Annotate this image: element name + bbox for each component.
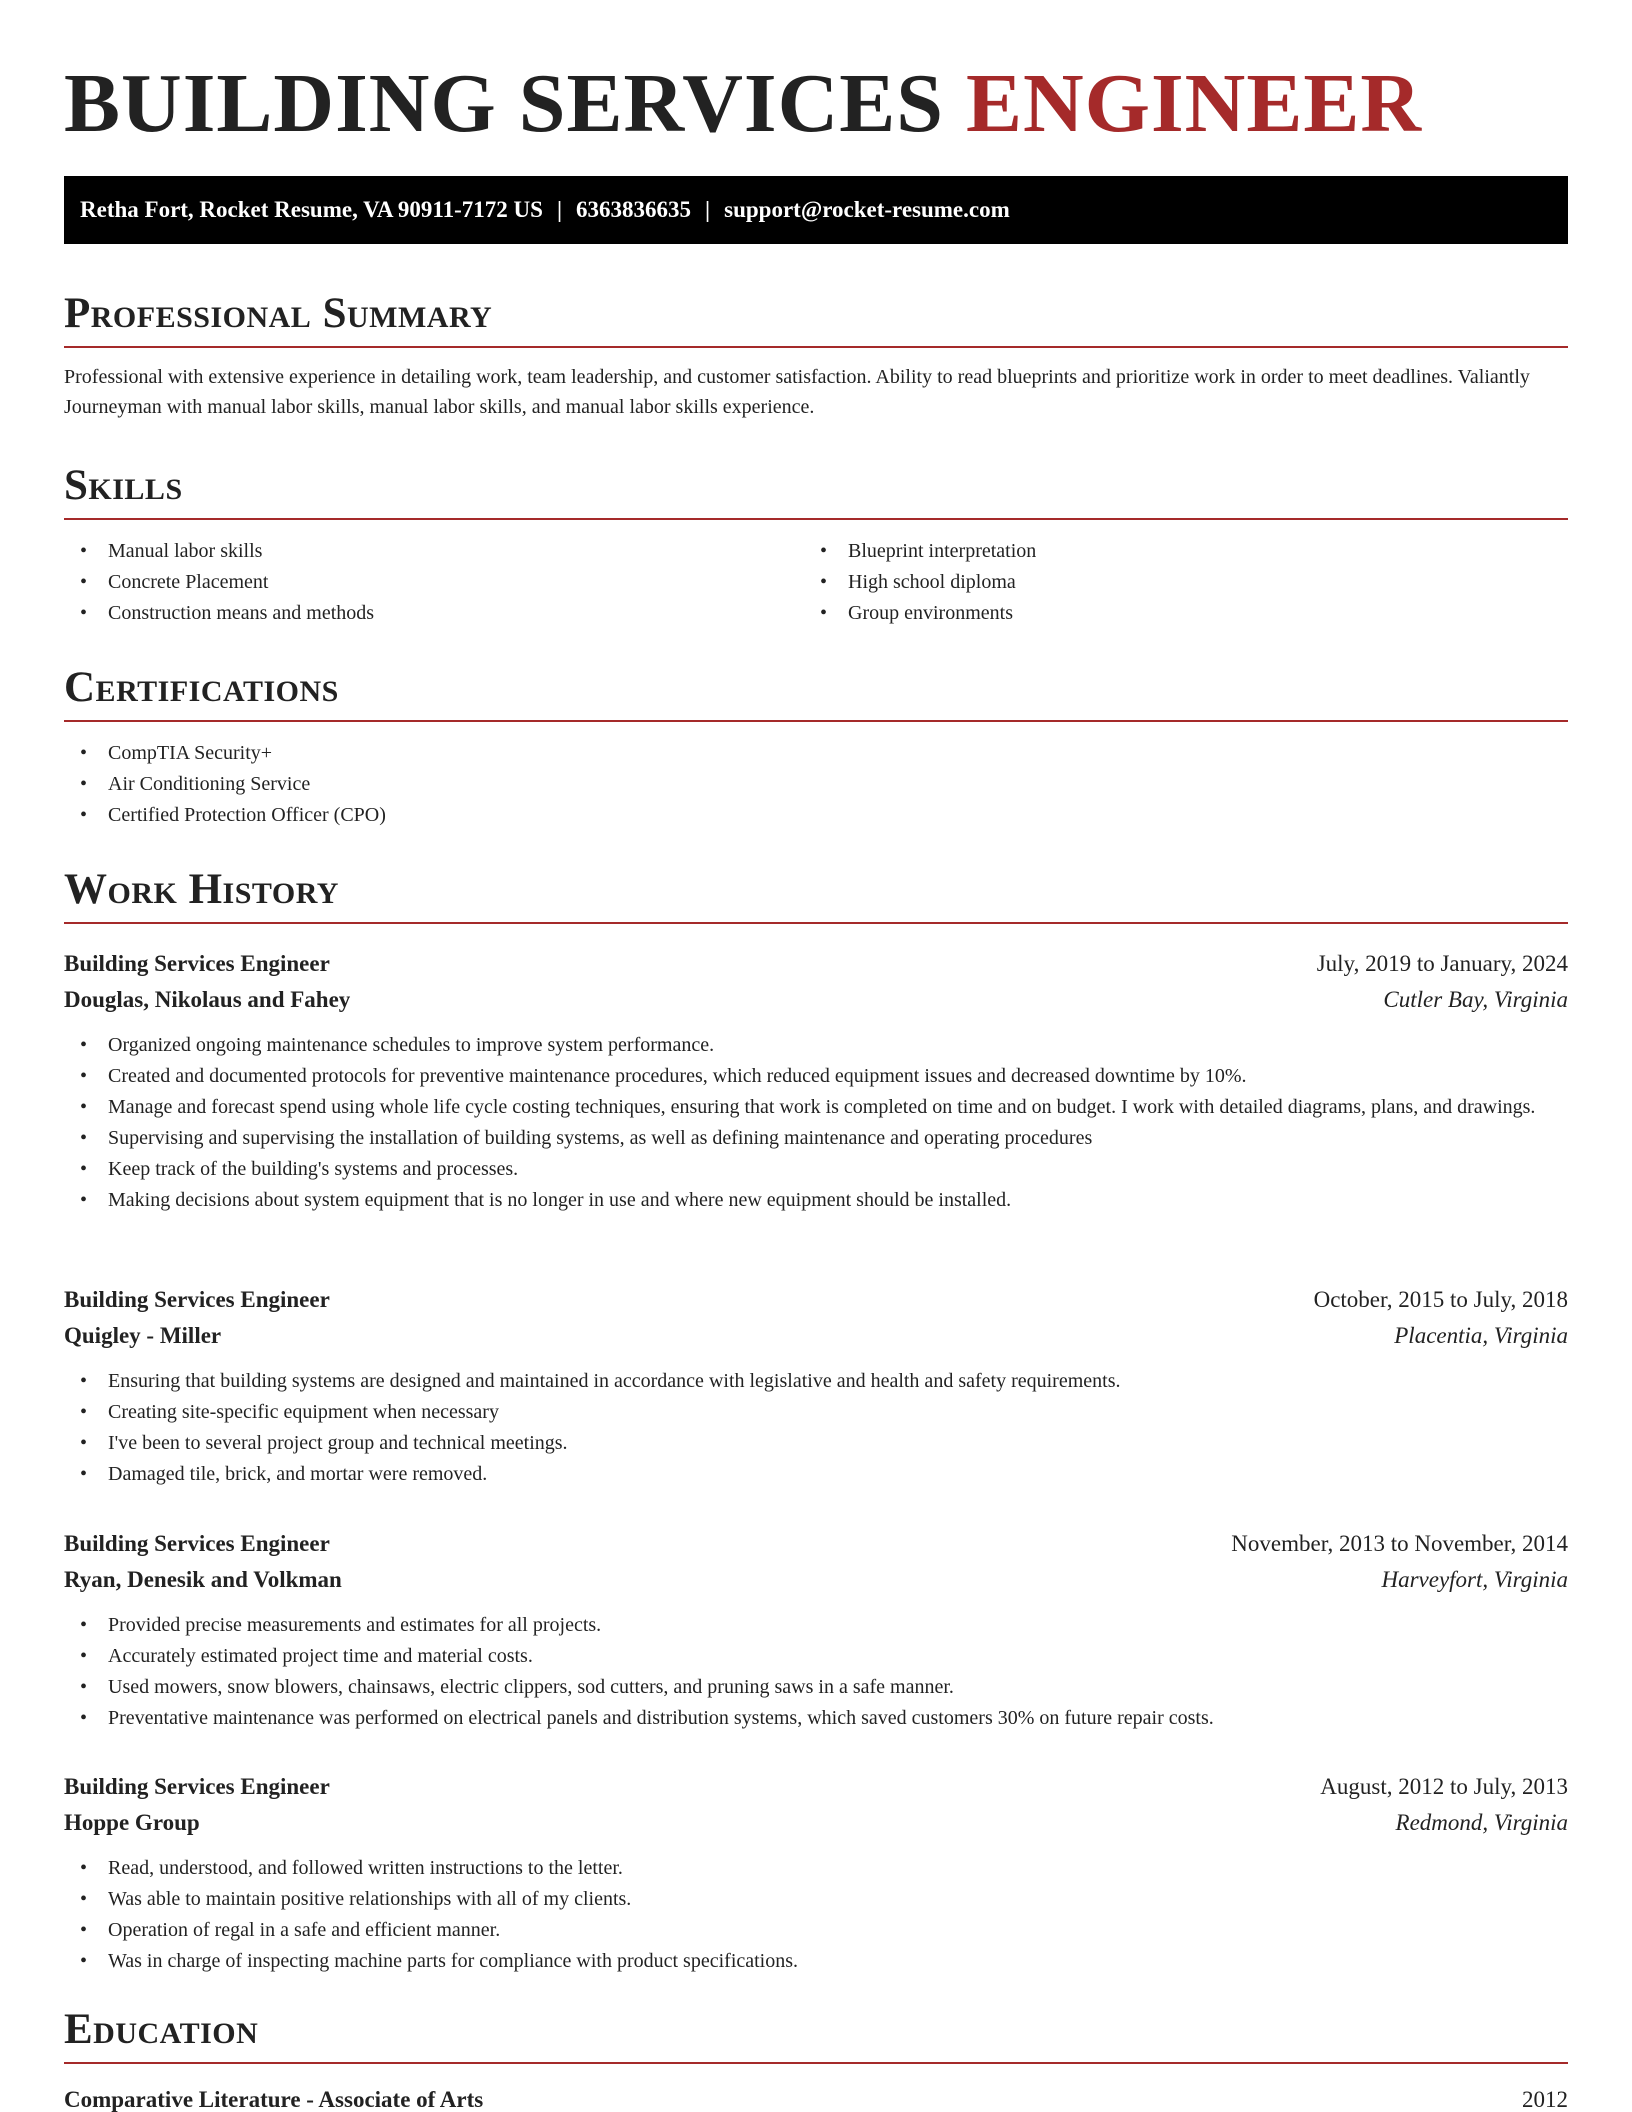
job-location: Redmond, Virginia [1395, 1810, 1568, 1835]
job-bullet: • Read, understood, and followed written instructions to the letter. [64, 1853, 1568, 1884]
job-company: Douglas, Nikolaus and Fahey [64, 987, 351, 1012]
skills-section [64, 456, 1568, 629]
skills-list-right [804, 536, 1544, 629]
job-bullet: • Ensuring that building systems are designed and maintained in accordance with legislative and health and safety requirements. [64, 1366, 1568, 1397]
job-bullet: • Supervising and supervising the installation of building systems, as well as defining maintenance and operating procedures [64, 1123, 1568, 1154]
job-header-row [64, 1526, 1568, 1562]
job-bullet: • Organized ongoing maintenance schedules to improve system performance. [64, 1030, 1568, 1061]
job-dates: November, 2013 to November, 2014 [1231, 1531, 1568, 1556]
contact-phone: 6363836635 [576, 197, 692, 222]
job-company-row [64, 1562, 1568, 1598]
job-company: Ryan, Denesik and Volkman [64, 1567, 342, 1592]
job-bullet: • Damaged tile, brick, and mortar were removed. [64, 1459, 1568, 1490]
section-divider [64, 922, 1568, 924]
job-dates: July, 2019 to January, 2024 [1316, 951, 1568, 976]
education-row [64, 2082, 1568, 2112]
section-divider [64, 2062, 1568, 2064]
skill-item: • Construction means and methods [64, 598, 804, 629]
job-location: Placentia, Virginia [1394, 1323, 1568, 1348]
job-bullets [64, 1610, 1568, 1734]
job-dates: August, 2012 to July, 2013 [1320, 1774, 1568, 1799]
job-bullet: • Used mowers, snow blowers, chainsaws, electric clippers, sod cutters, and pruning saws in a safe manner. [64, 1672, 1568, 1703]
job-bullet: • Creating site-specific equipment when necessary [64, 1397, 1568, 1428]
skills-list-left [64, 536, 804, 629]
job-header-row [64, 1769, 1568, 1805]
section-divider [64, 346, 1568, 348]
job-title: Building Services Engineer [64, 1774, 330, 1799]
skill-item: • High school diploma [804, 567, 1544, 598]
job-dates: October, 2015 to July, 2018 [1313, 1287, 1568, 1312]
work-history-heading: Work History [64, 866, 339, 913]
job-bullet: • Was in charge of inspecting machine parts for compliance with product specifications. [64, 1946, 1568, 1977]
contact-separator: | [556, 197, 563, 222]
job-bullets [64, 1366, 1568, 1490]
work-history-section [64, 860, 1568, 924]
title-main: BUILDING SERVICES [64, 57, 966, 150]
job-bullet: • Preventative maintenance was performed on electrical panels and distribution systems, which saved customers 30% on future repair costs. [64, 1703, 1568, 1734]
contact-separator: | [705, 197, 711, 222]
summary-section [64, 284, 1568, 422]
job-company: Quigley - Miller [64, 1323, 222, 1348]
certification-item: • Air Conditioning Service [64, 769, 1568, 800]
summary-text: Professional with extensive experience in detailing work, team leadership, and customer satisfaction. Ability to read blueprints and prioritize work in order to meet deadlines. Valiantly Journeyman with manual labor skills, manual labor skills, and manual labor skills experience. [64, 366, 1530, 418]
job-bullets [64, 1030, 1568, 1216]
summary-heading: Professional Summary [64, 290, 493, 337]
job-header-row [64, 1282, 1568, 1318]
job-entry [64, 946, 1568, 1216]
job-header-row [64, 946, 1568, 982]
job-location: Cutler Bay, Virginia [1383, 987, 1568, 1012]
job-bullet: • Manage and forecast spend using whole life cycle costing techniques, ensuring that work is completed on time and on budget. I work with detailed diagrams, plans, and drawings. [64, 1092, 1568, 1123]
job-company-row [64, 1318, 1568, 1354]
certifications-list [64, 738, 1568, 831]
skills-columns [64, 520, 1568, 629]
job-entry [64, 1526, 1568, 1734]
skill-item: • Concrete Placement [64, 567, 804, 598]
certification-item: • Certified Protection Officer (CPO) [64, 800, 1568, 831]
job-bullet: • Was able to maintain positive relationships with all of my clients. [64, 1884, 1568, 1915]
certifications-section [64, 658, 1568, 831]
section-divider [64, 720, 1568, 722]
job-title: Building Services Engineer [64, 1531, 330, 1556]
job-company-row [64, 1805, 1568, 1841]
education-degree: Comparative Literature - Associate of Arts [64, 2087, 484, 2112]
certifications-heading: Certifications [64, 664, 339, 711]
job-title: Building Services Engineer [64, 951, 330, 976]
job-entry [64, 1282, 1568, 1490]
contact-address: Retha Fort, Rocket Resume, VA 90911-7172 US [80, 197, 543, 222]
job-bullet: • Accurately estimated project time and material costs. [64, 1641, 1568, 1672]
job-bullet: • Provided precise measurements and estimates for all projects. [64, 1610, 1568, 1641]
skills-heading: Skills [64, 462, 183, 509]
job-entry [64, 1769, 1568, 1977]
job-bullets [64, 1853, 1568, 1977]
education-year: 2012 [1522, 2087, 1568, 2112]
contact-email: support@rocket-resume.com [724, 197, 1010, 222]
job-bullet: • Keep track of the building's systems and processes. [64, 1154, 1568, 1185]
job-bullet: • I've been to several project group and technical meetings. [64, 1428, 1568, 1459]
resume-title [64, 56, 1422, 152]
job-bullet: • Operation of regal in a safe and efficient manner. [64, 1915, 1568, 1946]
job-bullet: • Created and documented protocols for preventive maintenance procedures, which reduced equipment issues and decreased downtime by 10%. [64, 1061, 1568, 1092]
education-section [64, 2000, 1568, 2112]
skill-item: • Blueprint interpretation [804, 536, 1544, 567]
education-heading: Education [64, 2006, 259, 2053]
certification-item: • CompTIA Security+ [64, 738, 1568, 769]
contact-bar [64, 176, 1568, 244]
skill-item: • Group environments [804, 598, 1544, 629]
job-company-row [64, 982, 1568, 1018]
job-company: Hoppe Group [64, 1810, 200, 1835]
job-bullet: • Making decisions about system equipment that is no longer in use and where new equipment should be installed. [64, 1185, 1568, 1216]
skill-item: • Manual labor skills [64, 536, 804, 567]
job-title: Building Services Engineer [64, 1287, 330, 1312]
title-accent: ENGINEER [965, 57, 1423, 150]
job-location: Harveyfort, Virginia [1381, 1567, 1568, 1592]
